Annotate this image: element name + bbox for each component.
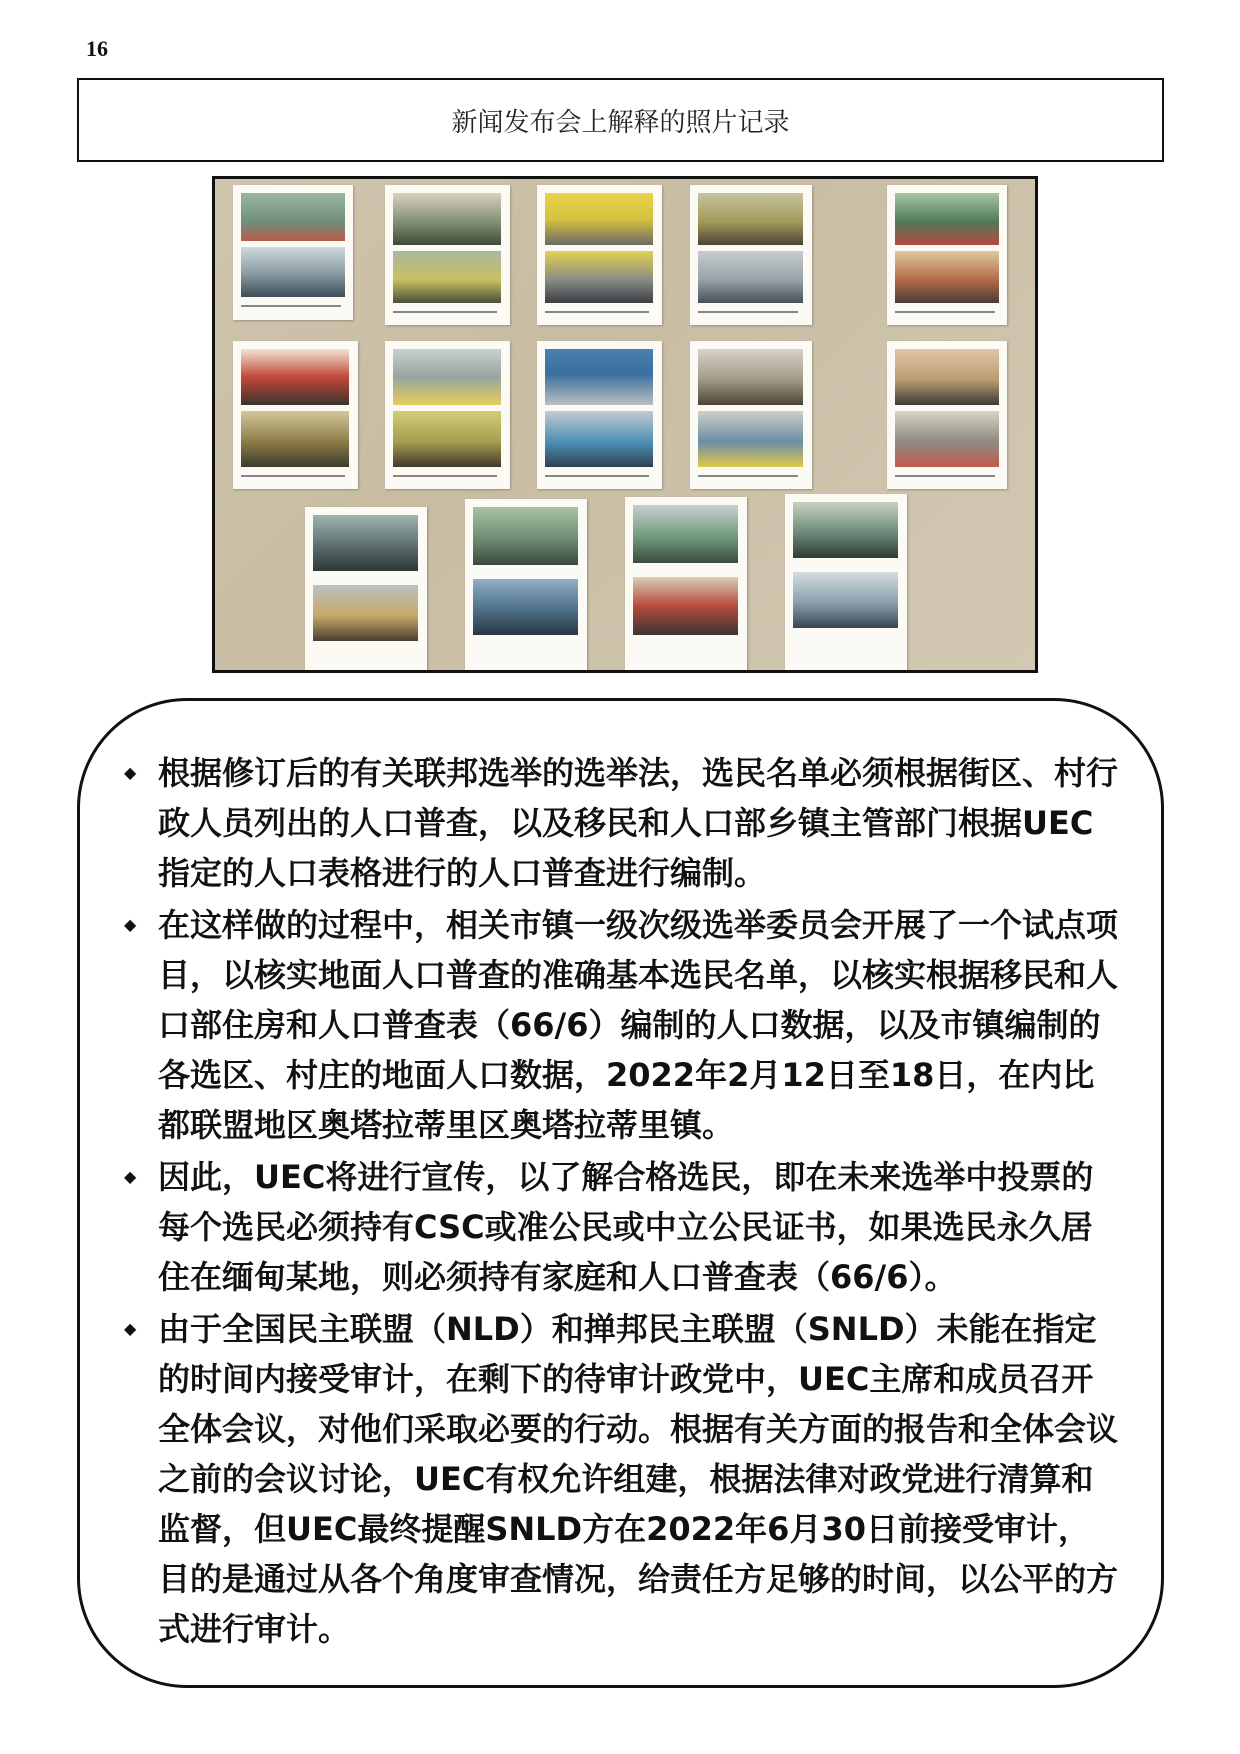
photo-sheet [233,341,358,489]
photo-sheet [537,341,662,489]
bullet-text: 由于全国民主联盟（NLD）和掸邦民主联盟（SNLD）未能在指定的时间内接受审计，在剩下的待审计政党中，UEC主席和成员召开全体会议，对他们采取必要的行动。根据有关方面的报告和全体会议之前的会议讨论，UEC有权允许组建，根据法律对政党进行清算和监督，但UEC最终提醒SNLD方在2022年6月30日前接受审计，目的是通过从各个角度审查情况，给责任方足够的时间，以公平的方式进行审计。 [158,1310,1119,1648]
bullet-text: 根据修订后的有关联邦选举的选举法，选民名单必须根据街区、村行政人员列出的人口普查，以及移民和人口部乡镇主管部门根据UEC指定的人口表格进行的人口普查进行编制。 [158,754,1119,892]
photo-sheet [385,185,510,325]
photo-sheet [625,497,747,673]
bullet-text: 在这样做的过程中，相关市镇一级次级选举委员会开展了一个试点项目，以核实地面人口普查的准确基本选民名单，以核实根据移民和人口部住房和人口普查表（66/6）编制的人口数据，以及市镇编制的各选区、村庄的地面人口数据，2022年2月12日至18日，在内比都联盟地区奥塔拉蒂里区奥塔拉蒂里镇。 [158,906,1119,1144]
photo-sheet [887,185,1007,325]
photo-collage [212,176,1038,673]
diamond-bullet-icon: ◆ [124,763,137,782]
page-title-text: 新闻发布会上解释的照片记录 [451,107,790,138]
photo-sheet [305,507,427,673]
page-title [77,78,1164,162]
bullet-item [120,748,1120,898]
photo-sheet [465,499,587,673]
photo-sheet [690,185,812,325]
page-number: 16 [86,36,108,61]
diamond-bullet-icon: ◆ [124,915,137,934]
bullet-item [120,1304,1120,1654]
photo-sheet [690,341,812,489]
photo-sheet [537,185,662,325]
diamond-bullet-icon: ◆ [124,1319,137,1338]
photo-sheet [785,494,907,673]
diamond-bullet-icon: ◆ [124,1167,137,1186]
bullet-text: 因此，UEC将进行宣传，以了解合格选民，即在未来选举中投票的每个选民必须持有CSC或准公民或中立公民证书，如果选民永久居住在缅甸某地，则必须持有家庭和人口普查表（66/6）。 [158,1158,1094,1296]
photo-sheet [385,341,510,489]
bullet-list [120,748,1120,1656]
bullet-item [120,1152,1120,1302]
photo-sheet [887,341,1007,489]
bullet-item [120,900,1120,1150]
photo-sheet [233,185,353,320]
